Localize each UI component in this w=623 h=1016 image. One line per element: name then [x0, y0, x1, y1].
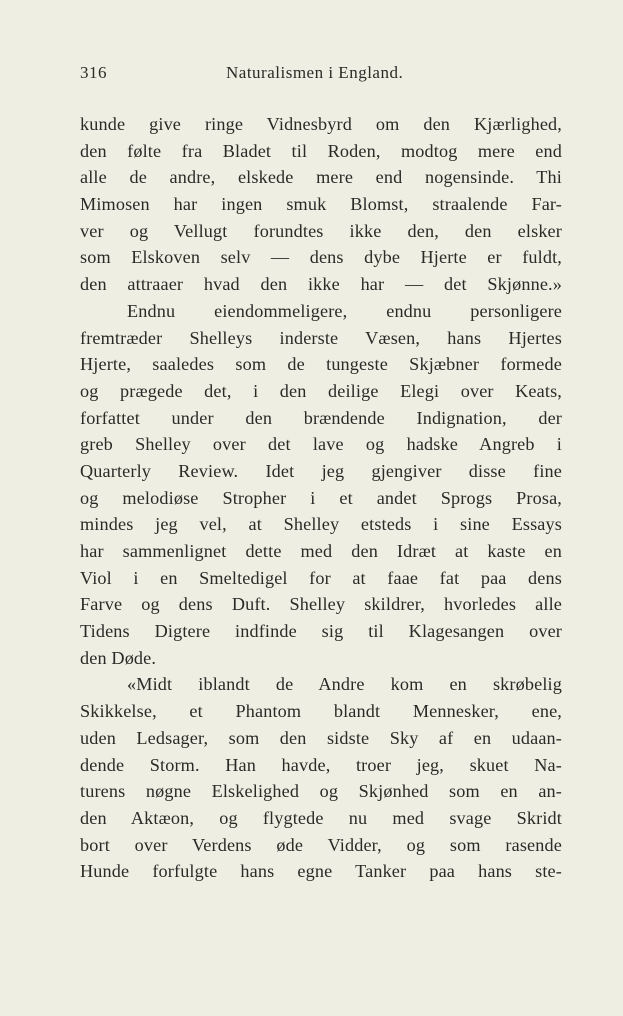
text-line: alle de andre, elskede mere end nogensinde. Thi	[80, 167, 562, 188]
text-line: turens nøgne Elskelighed og Skjønhed som en an-	[80, 781, 562, 802]
text-line: ver og Vellugt forundtes ikke den, den elsker	[80, 220, 562, 241]
page-header	[80, 63, 562, 87]
text-line: bort over Verdens øde Vidder, og som rasende	[80, 834, 562, 855]
text-line: Mimosen har ingen smuk Blomst, straalende Far-	[80, 194, 562, 215]
text-line: som Elskoven selv — dens dybe Hjerte er fuldt,	[80, 247, 562, 268]
paragraph-end-line: den Døde.	[80, 647, 157, 668]
text-line: fremtræder Shelleys inderste Væsen, hans Hjertes	[80, 327, 562, 348]
text-line: Hjerte, saaledes som de tungeste Skjæbner formede	[80, 354, 562, 375]
text-line: har sammenlignet dette med den Idræt at kaste en	[80, 541, 562, 561]
text-line: kunde give ringe Vidnesbyrd om den Kjærlighed,	[80, 114, 562, 134]
text-line: greb Shelley over det lave og hadske Angreb i	[80, 434, 562, 455]
text-line: forfattet under den brændende Indignation, der	[80, 407, 562, 428]
text-line: Viol i en Smeltedigel for at faae fat paa dens	[80, 567, 562, 588]
text-line: Hunde forfulgte hans egne Tanker paa hans ste-	[80, 861, 562, 882]
text-line: Skikkelse, et Phantom blandt Mennesker, ene,	[80, 701, 562, 722]
running-title: Naturalismen i England.	[226, 63, 404, 82]
text-line: dende Storm. Han havde, troer jeg, skuet Na-	[80, 754, 562, 775]
text-line: den attraaer hvad den ikke har — det Skjønne.»	[80, 274, 562, 295]
text-line: den Aktæon, og flygtede nu med svage Skridt	[80, 807, 562, 828]
text-line: og prægede det, i den deilige Elegi over Keats,	[80, 380, 562, 401]
text-line: Tidens Digtere indfinde sig til Klagesangen over	[80, 621, 562, 642]
text-line: Farve og dens Duft. Shelley skildrer, hvorledes alle	[80, 594, 562, 615]
page-number: 316	[80, 63, 107, 82]
paragraph-start-line: «Midt iblandt de Andre kom en skrøbelig	[127, 674, 562, 695]
text-line: uden Ledsager, som den sidste Sky af en udaan-	[80, 727, 562, 748]
body-text	[80, 111, 562, 885]
text-line: og melodiøse Stropher i et andet Sprogs Prosa,	[80, 487, 562, 508]
text-line: den følte fra Bladet til Roden, modtog mere end	[80, 140, 562, 161]
paragraph-start-line: Endnu eiendommeligere, endnu personligere	[127, 300, 562, 321]
text-line: Quarterly Review. Idet jeg gjengiver disse fine	[80, 460, 562, 481]
text-line: mindes jeg vel, at Shelley etsteds i sine Essays	[80, 514, 562, 535]
